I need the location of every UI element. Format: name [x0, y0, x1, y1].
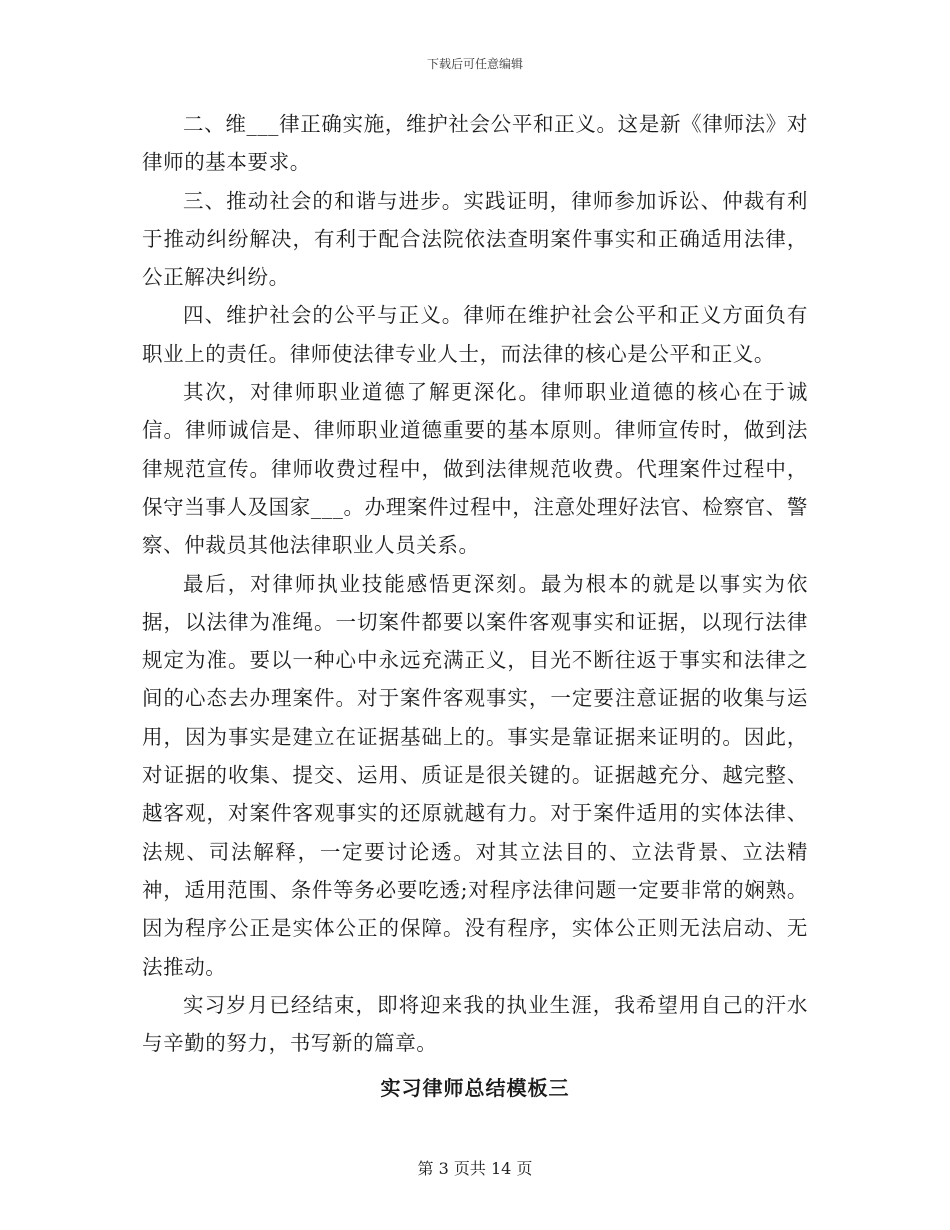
- page-number: 第 3 页共 14 页: [417, 1159, 533, 1178]
- section-title: 实习律师总结模板三: [380, 1076, 570, 1101]
- document-body: [142, 105, 808, 1106]
- paragraph-article-three: 三、推动社会的和谐与进步。实践证明，律师参加诉讼、仲裁有利于推动纠纷解决，有利于配合法院依法查明案件事实和正确适用法律，公正解决纠纷。: [142, 188, 808, 290]
- paragraph-practice-skills: 最后，对律师执业技能感悟更深刻。最为根本的就是以事实为依据，以法律为准绳。一切案件都要以案件客观事实和证据，以现行法律规定为准。要以一种心中永远充满正义，目光不断往返于事实和法律之间的心态去办理案件。对于案件客观事实，一定要注意证据的收集与运用，因为事实是建立在证据基础上的。事实是靠证据来证明的。因此，对证据的收集、提交、运用、质证是很关键的。证据越充分、越完整、越客观，对案件客观事实的还原就越有力。对于案件适用的实体法律、法规、司法解释，一定要讨论透。对其立法目的、立法背景、立法精神，适用范围、条件等务必要吃透;对程序法律问题一定要非常的娴熟。因为程序公正是实体公正的保障。没有程序，实体公正则无法启动、无法推动。: [142, 571, 808, 979]
- paragraph-professional-ethics: 其次，对律师职业道德了解更深化。律师职业道德的核心在于诚信。律师诚信是、律师职业道德重要的基本原则。律师宣传时，做到法律规范宣传。律师收费过程中，做到法律规范收费。代理案件过程中，保守当事人及国家___。办理案件过程中，注意处理好法官、检察官、警察、仲裁员其他法律职业人员关系。: [142, 380, 808, 558]
- paragraph-conclusion: 实习岁月已经结束，即将迎来我的执业生涯，我希望用自己的汗水与辛勤的努力，书写新的篇章。: [142, 992, 808, 1056]
- paragraph-article-two: 二、维___律正确实施，维护社会公平和正义。这是新《律师法》对律师的基本要求。: [142, 112, 808, 175]
- paragraph-article-four: 四、维护社会的公平与正义。律师在维护社会公平和正义方面负有职业上的责任。律师使法律专业人士，而法律的核心是公平和正义。: [142, 303, 808, 366]
- header-note: 下载后可任意编辑: [426, 57, 523, 71]
